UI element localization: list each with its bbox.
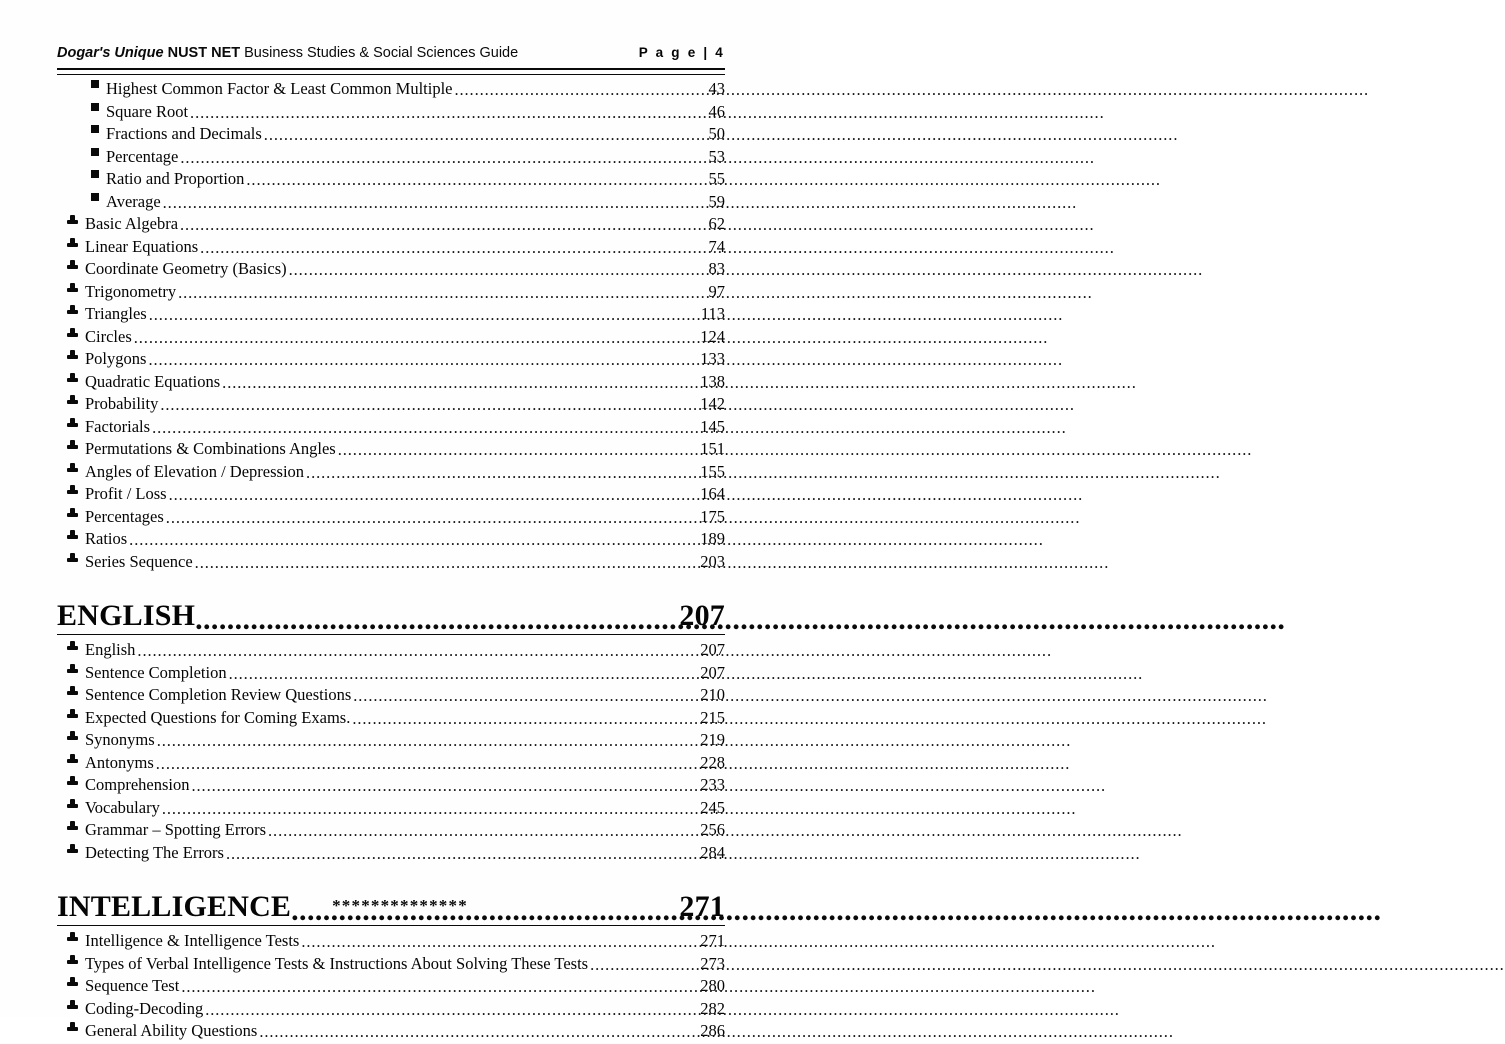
toc-entry-page: 189 [700,529,725,548]
hook-glyph [67,776,78,787]
square-bullet-icon [91,188,99,211]
section-heading-label: ENGLISH [57,599,196,632]
math-item-list [57,213,725,573]
section-heading-page: 271 [679,890,725,923]
hook-bullet-icon [67,973,78,996]
dot-leader [162,801,694,815]
dot-leader [259,1025,694,1039]
hook-glyph [67,799,78,810]
toc-entry-page: 55 [708,169,725,188]
toc-entry-page: 273 [700,953,725,973]
hook-bullet-icon [67,1018,78,1041]
toc-entry-page: 164 [700,484,725,503]
toc-entry[interactable] [57,123,725,146]
toc-entry-page: 142 [700,394,725,413]
toc-entry-label: Antonyms [85,752,154,772]
toc-entry-page: 245 [700,797,725,817]
toc-entry[interactable] [57,774,725,797]
toc-entry[interactable] [57,101,725,124]
hook-glyph [67,530,78,541]
square-glyph [91,170,99,178]
toc-entry-label: Fractions and Decimals [106,124,262,143]
dot-leader [200,240,694,254]
hook-glyph [67,350,78,361]
section-heading-page: 207 [679,599,725,632]
toc-entry[interactable] [57,281,725,304]
toc-entry-label: Coordinate Geometry (Basics) [85,259,287,278]
toc-entry-label: Square Root [106,101,189,121]
hook-bullet-icon [67,481,78,504]
toc-entry[interactable] [57,752,725,775]
dot-leader [289,263,694,277]
hook-bullet-icon [67,324,78,347]
hook-bullet-icon [67,526,78,549]
dot-leader [166,510,694,524]
toc-entry-label: Permutations & Combinations Angles [85,439,336,458]
square-bullet-icon [91,165,99,188]
toc-entry[interactable] [57,729,725,752]
dot-leader [353,689,694,703]
toc-entry-label: General Ability Questions [85,1021,258,1040]
toc-entry[interactable] [57,461,725,484]
hook-glyph [67,844,78,855]
dot-leader [129,533,694,547]
hook-bullet-icon [67,727,78,750]
square-bullet-icon [91,75,99,98]
hook-bullet-icon [67,817,78,840]
dot-leader [222,375,694,389]
toc-entry[interactable] [57,639,725,662]
square-glyph [91,148,99,156]
hook-bullet-icon [67,211,78,234]
toc-entry[interactable] [57,506,725,529]
toc-entry-page: 207 [700,662,725,682]
toc-entry[interactable] [57,528,725,551]
toc-entry-page: 215 [700,707,725,727]
hook-bullet-icon [67,637,78,660]
toc-entry-label: Percentage [106,146,179,166]
hook-glyph [67,485,78,496]
toc-entry[interactable] [57,78,725,101]
toc-entry-page: 228 [700,752,725,772]
section-entry-list [57,639,725,864]
hook-glyph [67,283,78,294]
toc-entry-page: 282 [700,998,725,1018]
square-glyph [91,103,99,111]
toc-entry[interactable] [57,393,725,416]
hook-bullet-icon [67,256,78,279]
toc-entry-label: Sentence Completion [85,662,227,682]
toc-entry-label: Ratios [85,529,128,548]
toc-entry-page: 256 [700,820,725,839]
hook-bullet-icon [67,660,78,683]
dot-leader [163,195,694,209]
toc-entry[interactable] [57,303,725,326]
hook-bullet-icon [67,549,78,572]
toc-entry-page: 271 [700,931,725,950]
dot-leader [246,173,694,187]
header-title-italic: Dogar's Unique [57,45,168,61]
hook-bullet-icon [67,996,78,1019]
dot-leader [190,105,694,119]
toc-entry-label: Polygons [85,349,147,368]
header-divider [57,68,725,75]
toc-entry[interactable] [57,662,725,685]
hook-glyph [67,932,78,943]
hook-bullet-icon [67,346,78,369]
toc-entry-label: English [85,640,136,659]
hook-glyph [67,731,78,742]
toc-entry[interactable] [57,146,725,169]
dot-leader [229,666,694,680]
dot-leader [148,353,694,367]
section-entry-list [57,930,725,1043]
hook-glyph [67,1000,78,1011]
toc-entry-label: Percentages [85,506,164,526]
dot-leader [195,607,679,629]
toc-entry-page: 286 [700,1021,725,1040]
hook-bullet-icon [67,682,78,705]
toc-entry-label: Series Sequence [85,551,193,571]
toc-entry-label: Probability [85,394,159,413]
hook-glyph [67,1022,78,1033]
section-heading[interactable] [57,599,725,633]
toc-entry-label: Expected Questions for Coming Exams. [85,707,351,727]
hook-glyph [67,260,78,271]
hook-bullet-icon [67,795,78,818]
toc-entry[interactable] [57,797,725,820]
toc-entry[interactable] [57,1020,725,1043]
toc-entry-label: Factorials [85,416,151,436]
toc-entry-page: 62 [708,214,725,233]
toc-entry-page: 175 [700,506,725,526]
toc-entry-page: 74 [708,236,725,256]
dot-leader [195,555,694,569]
toc-entry-label: Trigonometry [85,281,177,301]
hook-bullet-icon [67,705,78,728]
square-bullet-icon [91,120,99,143]
hook-bullet-icon [67,279,78,302]
square-glyph [91,125,99,133]
square-glyph [91,80,99,88]
dot-leader [178,285,694,299]
hook-bullet-icon [67,436,78,459]
dot-leader [454,83,694,97]
dot-leader [152,420,694,434]
hook-glyph [67,977,78,988]
hook-bullet-icon [67,459,78,482]
hook-glyph [67,553,78,564]
math-sub-item-list [57,78,725,213]
section-heading-label: INTELLIGENCE [57,890,292,923]
toc-entry[interactable] [57,191,725,214]
hook-glyph [67,955,78,966]
toc-entry-label: Circles [85,326,132,346]
dot-leader [590,957,694,971]
toc-entry-label: Synonyms [85,730,155,749]
toc-entry-page: 59 [708,191,725,211]
hook-bullet-icon [67,369,78,392]
toc-entry-label: Quadratic Equations [85,371,221,391]
hook-bullet-icon [67,951,78,974]
hook-glyph [67,821,78,832]
toc-entry-page: 133 [700,349,725,368]
hook-glyph [67,641,78,652]
dot-leader [160,398,694,412]
hook-glyph [67,508,78,519]
toc-entry[interactable] [57,326,725,349]
toc-entry[interactable] [57,930,725,953]
toc-entry-label: Basic Algebra [85,214,179,233]
toc-entry[interactable] [57,258,725,281]
toc-entry-label: Detecting The Errors [85,842,224,862]
toc-entry-page: 124 [700,326,725,346]
hook-glyph [67,709,78,720]
toc-entry-page: 83 [708,259,725,278]
toc-entry[interactable] [57,953,725,976]
toc-entry-page: 203 [700,551,725,571]
dot-leader [264,128,694,142]
hook-glyph [67,215,78,226]
toc-entry[interactable] [57,684,725,707]
hook-glyph [67,418,78,429]
toc-entry[interactable] [57,438,725,461]
hook-bullet-icon [67,772,78,795]
dot-leader [352,711,694,725]
toc-entry-page: 151 [700,439,725,458]
toc-entry-page: 284 [700,842,725,862]
dot-leader [137,644,694,658]
toc-entry[interactable] [57,483,725,506]
toc-entry-page: 113 [700,304,725,323]
hook-glyph [67,305,78,316]
toc-entry-label: Vocabulary [85,797,160,817]
toc-entry-label: Types of Verbal Intelligence Tests & Instructions About Solving These Tests [85,953,589,973]
hook-bullet-icon [67,750,78,773]
toc-entry[interactable] [57,213,725,236]
dot-leader [226,846,694,860]
toc-entry-label: Intelligence & Intelligence Tests [85,931,300,950]
toc-entry-page: 145 [700,416,725,436]
toc-entry-label: Ratio and Proportion [106,169,245,188]
toc-entry[interactable] [57,416,725,439]
toc-entry-page: 210 [700,685,725,704]
toc-entry[interactable] [57,975,725,998]
toc-entry-label: Average [106,191,161,211]
hook-glyph [67,238,78,249]
header-title [57,45,518,61]
hook-glyph [67,463,78,474]
dot-leader [180,218,694,232]
toc-entry-page: 280 [700,976,725,995]
dot-leader [149,308,694,322]
toc-entry-label: Linear Equations [85,236,199,256]
hook-glyph [67,373,78,384]
toc-entry-page: 50 [708,124,725,143]
header-page-number: P a g e | 4 [638,45,725,60]
hook-bullet-icon [67,504,78,527]
toc-entry-page: 233 [700,775,725,794]
toc-entry-page: 138 [700,371,725,391]
dot-leader [301,935,694,949]
header-title-rest: Business Studies & Social Sciences Guide [240,45,519,61]
toc-entry-page: 97 [708,281,725,301]
toc-entry[interactable] [57,348,725,371]
toc-entry-label: Coding-Decoding [85,998,204,1018]
toc-entry[interactable] [57,842,725,865]
dot-leader [268,824,694,838]
toc-section [57,599,725,864]
dot-leader [338,443,694,457]
dot-leader [156,756,694,770]
running-header [57,45,725,61]
dot-leader [306,465,694,479]
header-title-bold: NUST NET [167,45,241,61]
footer-asterisks: ************** [332,896,468,915]
toc-entry[interactable] [57,168,725,191]
toc-entry-label: Comprehension [85,775,190,794]
hook-glyph [67,686,78,697]
toc-entry-page: 46 [708,101,725,121]
square-bullet-icon [91,98,99,121]
dot-leader [192,779,695,793]
hook-glyph [67,328,78,339]
dot-leader [181,980,694,994]
hook-bullet-icon [67,301,78,324]
toc-entry-page: 155 [700,461,725,481]
section-list [57,599,725,1043]
hook-bullet-icon [67,928,78,951]
dot-leader [157,734,694,748]
square-glyph [91,193,99,201]
toc-entry[interactable] [57,707,725,730]
toc-entry-label: Sequence Test [85,976,180,995]
hook-bullet-icon [67,234,78,257]
toc-entry-page: 43 [708,79,725,98]
toc-entry-label: Triangles [85,304,147,323]
toc-entry-page: 219 [700,730,725,749]
toc-entry[interactable] [57,236,725,259]
hook-bullet-icon [67,414,78,437]
toc-entry-label: Profit / Loss [85,484,167,503]
toc-entry[interactable] [57,371,725,394]
toc-entry-label: Angles of Elevation / Depression [85,461,305,481]
square-bullet-icon [91,143,99,166]
hook-glyph [67,754,78,765]
hook-bullet-icon [67,391,78,414]
toc-entry[interactable] [57,551,725,574]
toc-entry[interactable] [57,998,725,1021]
hook-glyph [67,664,78,675]
toc-entry-label: Grammar – Spotting Errors [85,820,267,839]
hook-glyph [67,440,78,451]
dot-leader [180,150,694,164]
toc-entry-page: 53 [708,146,725,166]
hook-glyph [67,395,78,406]
hook-bullet-icon [67,840,78,863]
toc-entry-label: Sentence Completion Review Questions [85,685,352,704]
toc-entry-label: Highest Common Factor & Least Common Multiple [106,79,453,98]
toc-entry-page: 207 [700,640,725,659]
toc-entry[interactable] [57,819,725,842]
dot-leader [169,488,694,502]
dot-leader [134,330,694,344]
dot-leader [205,1002,694,1016]
